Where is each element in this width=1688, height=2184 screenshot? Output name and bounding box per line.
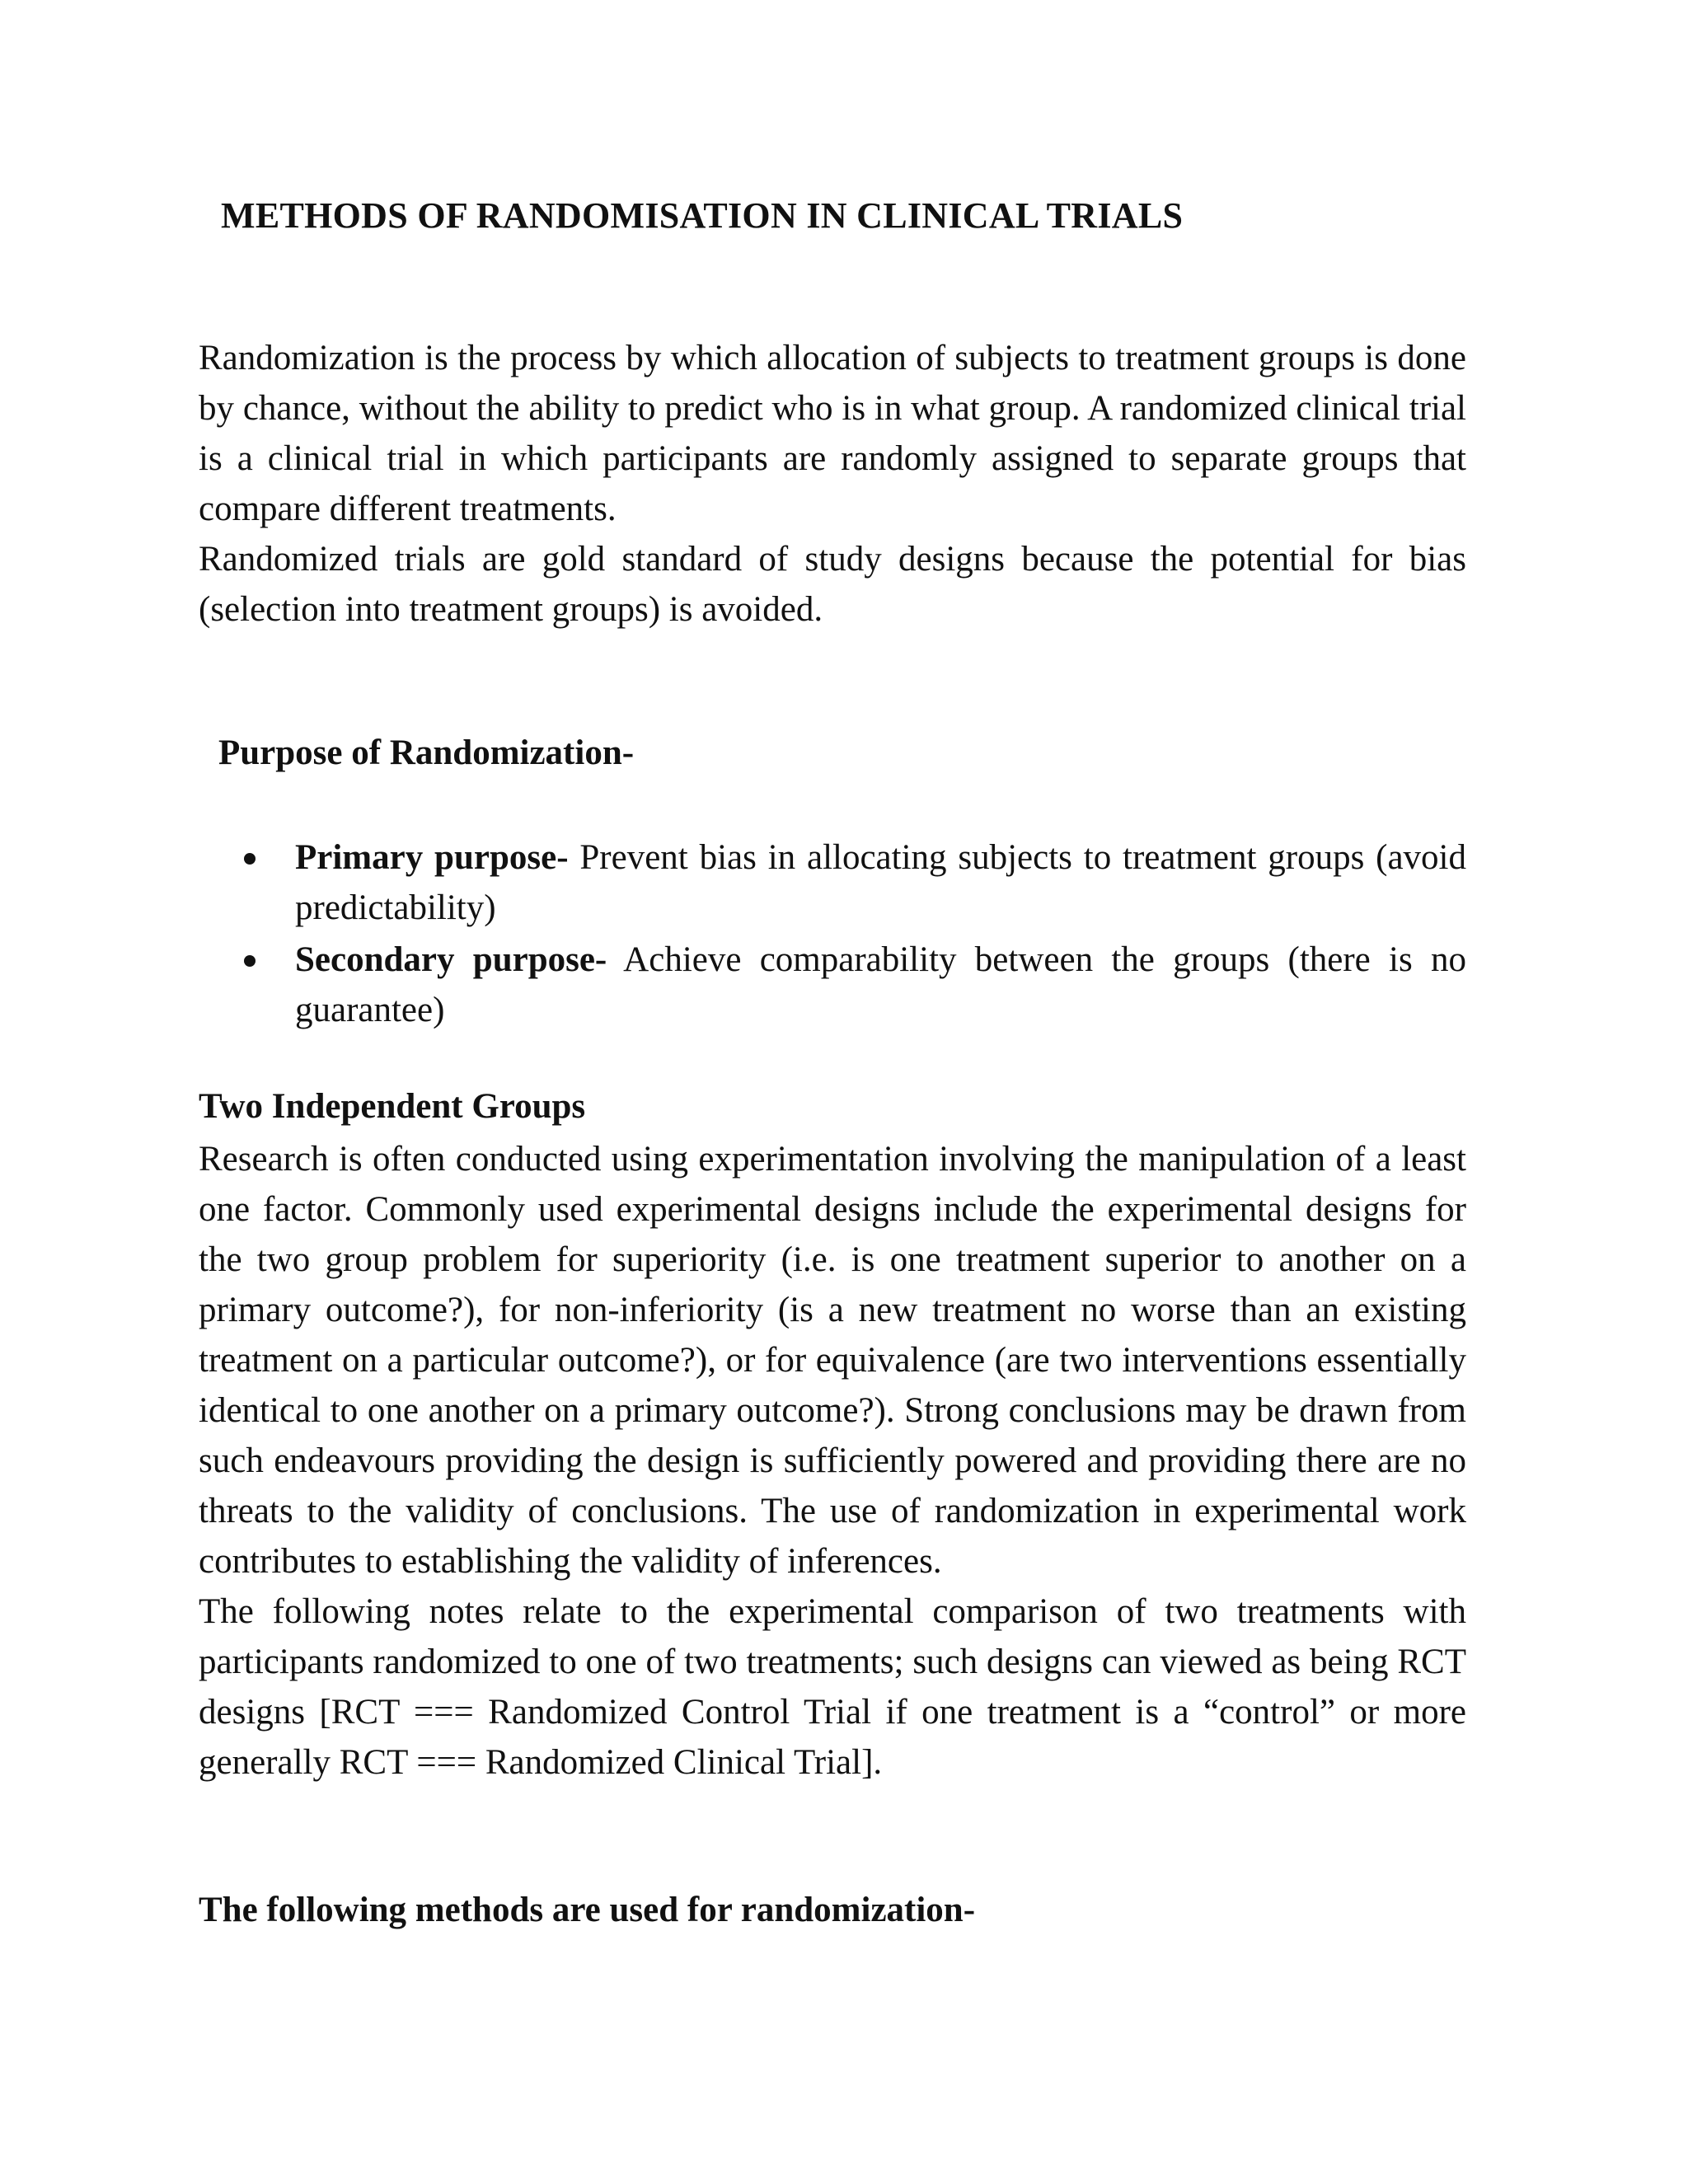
- list-item: [295, 935, 1466, 1035]
- purpose-list: [295, 832, 1466, 1037]
- groups-paragraph: The following notes relate to the experimental comparison of two treatments with participants randomized to one of two treatments; such designs can viewed as being RCT designs [RCT === Randomized Control Trial if one treatment is a “control” or more generally RCT === Randomized Clinical Trial].: [199, 1592, 1466, 1782]
- groups-paragraph: Research is often conducted using experimentation involving the manipulation of a least one factor. Commonly used experimental designs include the experimental designs for the two group problem for superiority (i.e. is one treatment superior to another on a primary outcome?), for non-inferiority (is a new treatment no worse than an existing treatment on a particular outcome?), or for equivalence (are two interventions essentially identical to one another on a primary outcome?). Strong conclusions may be drawn from such endeavours providing the design is sufficiently powered and providing there are no threats to the validity of conclusions. The use of randomization in experimental work contributes to establishing the validity of inferences.: [199, 1140, 1466, 1581]
- intro-section: [199, 333, 1466, 635]
- groups-section: [199, 1134, 1466, 1788]
- intro-paragraph: Randomization is the process by which allocation of subjects to treatment groups is done by chance, without the ability to predict who is in what group. A randomized clinical trial is a clinical trial in which participants are randomly assigned to separate groups that compare different treatments.: [199, 339, 1466, 528]
- list-item-text: Achieve comparability between the groups (there is no guarantee): [295, 940, 1467, 1029]
- page-title: METHODS OF RANDOMISATION IN CLINICAL TRIALS: [221, 195, 1184, 236]
- list-item-text: Prevent bias in allocating subjects to treatment groups (avoid predictability): [295, 838, 1467, 927]
- bullet-icon: [244, 955, 256, 967]
- list-item: [295, 832, 1466, 933]
- methods-heading: The following methods are used for randomization-: [199, 1891, 976, 1929]
- intro-paragraph: Randomized trials are gold standard of study designs because the potential for bias (selection into treatment groups) is avoided.: [199, 540, 1466, 629]
- bullet-icon: [244, 853, 256, 865]
- list-item-label: Secondary purpose-: [295, 940, 607, 979]
- list-item-label: Primary purpose-: [295, 838, 569, 877]
- purpose-heading: Purpose of Randomization-: [218, 733, 635, 772]
- groups-heading: Two Independent Groups: [199, 1087, 586, 1126]
